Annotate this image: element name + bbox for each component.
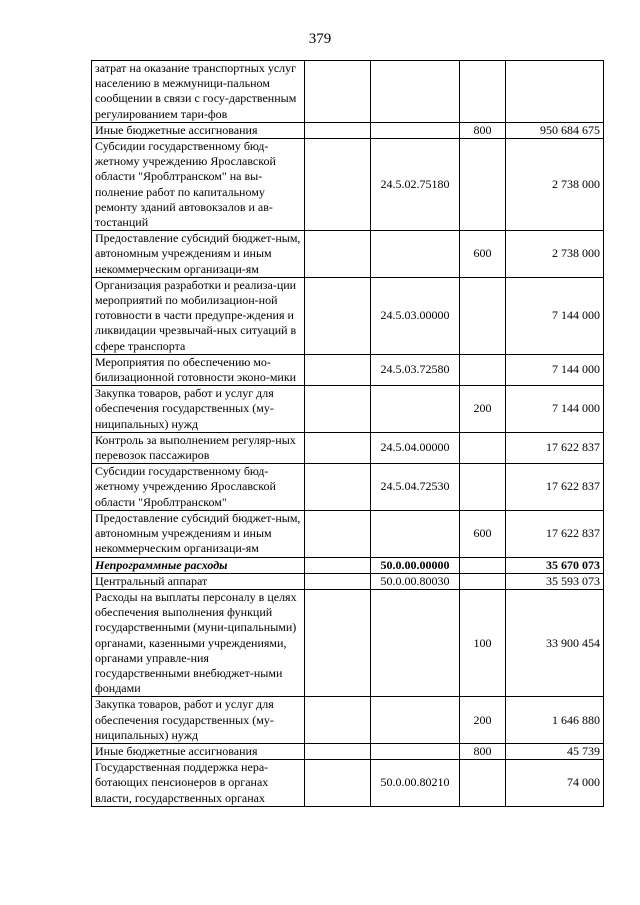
row-amount-cell: 2 738 000 — [506, 231, 604, 278]
row-amount-cell: 7 144 000 — [506, 386, 604, 433]
row-amount-cell: 35 593 073 — [506, 573, 604, 589]
row-code-cell — [371, 697, 460, 744]
row-code-cell — [371, 386, 460, 433]
row-expense-type-cell: 100 — [460, 589, 506, 696]
row-expense-type-cell — [460, 139, 506, 231]
table-row — [92, 760, 604, 807]
row-code-cell: 24.5.03.00000 — [371, 277, 460, 354]
row-amount-cell: 1 646 880 — [506, 697, 604, 744]
table-row — [92, 277, 604, 354]
row-name-cell: Государственная поддержка нера-ботающих пенсионеров в органах власти, государственных органах — [92, 760, 305, 807]
row-name-cell: Иные бюджетные ассигнования — [92, 743, 305, 759]
row-name-cell: Субсидии государственному бюд-жетному учреждению Ярославской области "Яроблтранском" на вы-полнение работ по капитальному ремонту зданий автовокзалов и ав-тостанций — [92, 139, 305, 231]
row-name-cell: Закупка товаров, работ и услуг для обеспечения государственных (му-ниципальных) нужд — [92, 386, 305, 433]
row-name-cell: Иные бюджетные ассигнования — [92, 122, 305, 138]
row-amount-cell: 2 738 000 — [506, 139, 604, 231]
row-amount-cell: 17 622 837 — [506, 432, 604, 463]
row-code-cell: 50.0.00.80210 — [371, 760, 460, 807]
row-code-cell: 24.5.04.00000 — [371, 432, 460, 463]
row-expense-type-cell: 200 — [460, 386, 506, 433]
page-number: 379 — [308, 31, 332, 47]
row-empty-cell — [305, 61, 371, 123]
row-name-cell: Мероприятия по обеспечению мо-билизационной готовности эконо-мики — [92, 354, 305, 385]
table-row — [92, 386, 604, 433]
row-code-cell — [371, 231, 460, 278]
row-empty-cell — [305, 573, 371, 589]
row-expense-type-cell: 200 — [460, 697, 506, 744]
table-row — [92, 432, 604, 463]
row-amount-cell: 950 684 675 — [506, 122, 604, 138]
row-empty-cell — [305, 697, 371, 744]
row-code-cell: 24.5.03.72580 — [371, 354, 460, 385]
row-empty-cell — [305, 464, 371, 511]
row-name-cell: Субсидии государственному бюд-жетному учреждению Ярославской области "Яроблтранском" — [92, 464, 305, 511]
row-code-cell — [371, 122, 460, 138]
row-empty-cell — [305, 557, 371, 573]
row-code-cell: 24.5.02.75180 — [371, 139, 460, 231]
row-expense-type-cell — [460, 277, 506, 354]
row-empty-cell — [305, 760, 371, 807]
row-amount-cell: 17 622 837 — [506, 464, 604, 511]
row-amount-cell — [506, 61, 604, 123]
row-expense-type-cell: 800 — [460, 122, 506, 138]
table-row — [92, 573, 604, 589]
row-expense-type-cell — [460, 61, 506, 123]
row-code-cell: 50.0.00.80030 — [371, 573, 460, 589]
table-row — [92, 589, 604, 696]
row-empty-cell — [305, 510, 371, 557]
row-name-cell: Предоставление субсидий бюджет-ным, автономным учреждениям и иным некоммерческим организаци-ям — [92, 510, 305, 557]
row-name-cell: Организация разработки и реализа-ции мероприятий по мобилизацион-ной готовности в части предупре-ждения и ликвидации чрезвычай-ных ситуаций в сфере транспорта — [92, 277, 305, 354]
row-expense-type-cell: 600 — [460, 510, 506, 557]
row-expense-type-cell — [460, 464, 506, 511]
row-amount-cell: 17 622 837 — [506, 510, 604, 557]
row-code-cell: 50.0.00.00000 — [371, 557, 460, 573]
row-name-cell: Непрограммные расходы — [92, 557, 305, 573]
table-row — [92, 61, 604, 123]
row-expense-type-cell — [460, 432, 506, 463]
row-name-cell: затрат на оказание транспортных услуг населению в межмуници-пальном сообщении в связи с госу-дарственным регулированием тари-фов — [92, 61, 305, 123]
table-row — [92, 557, 604, 573]
table-row — [92, 231, 604, 278]
table-row — [92, 354, 604, 385]
row-empty-cell — [305, 231, 371, 278]
row-code-cell — [371, 61, 460, 123]
row-name-cell: Предоставление субсидий бюджет-ным, автономным учреждениям и иным некоммерческим организаци-ям — [92, 231, 305, 278]
row-code-cell — [371, 510, 460, 557]
row-expense-type-cell: 600 — [460, 231, 506, 278]
row-name-cell: Центральный аппарат — [92, 573, 305, 589]
budget-table — [91, 60, 604, 807]
row-empty-cell — [305, 122, 371, 138]
table-row — [92, 122, 604, 138]
row-expense-type-cell — [460, 573, 506, 589]
row-name-cell: Закупка товаров, работ и услуг для обеспечения государственных (му-ниципальных) нужд — [92, 697, 305, 744]
table-row — [92, 139, 604, 231]
row-empty-cell — [305, 354, 371, 385]
row-name-cell: Контроль за выполнением регуляр-ных перевозок пассажиров — [92, 432, 305, 463]
row-empty-cell — [305, 589, 371, 696]
row-code-cell — [371, 589, 460, 696]
row-empty-cell — [305, 139, 371, 231]
row-empty-cell — [305, 432, 371, 463]
row-amount-cell: 45 739 — [506, 743, 604, 759]
table-row — [92, 510, 604, 557]
row-name-cell: Расходы на выплаты персоналу в целях обеспечения выполнения функций государственными (муни-ципальными) органами, казенными учреждениями, органами управле-ния государственными внебюджет-ными фондами — [92, 589, 305, 696]
row-empty-cell — [305, 743, 371, 759]
row-code-cell — [371, 743, 460, 759]
row-code-cell: 24.5.04.72530 — [371, 464, 460, 511]
row-empty-cell — [305, 277, 371, 354]
row-expense-type-cell — [460, 760, 506, 807]
row-amount-cell: 74 000 — [506, 760, 604, 807]
row-expense-type-cell: 800 — [460, 743, 506, 759]
row-expense-type-cell — [460, 354, 506, 385]
row-amount-cell: 7 144 000 — [506, 277, 604, 354]
table-row — [92, 464, 604, 511]
row-amount-cell: 7 144 000 — [506, 354, 604, 385]
row-expense-type-cell — [460, 557, 506, 573]
row-amount-cell: 33 900 454 — [506, 589, 604, 696]
table-row — [92, 697, 604, 744]
table-row — [92, 743, 604, 759]
row-empty-cell — [305, 386, 371, 433]
row-amount-cell: 35 670 073 — [506, 557, 604, 573]
